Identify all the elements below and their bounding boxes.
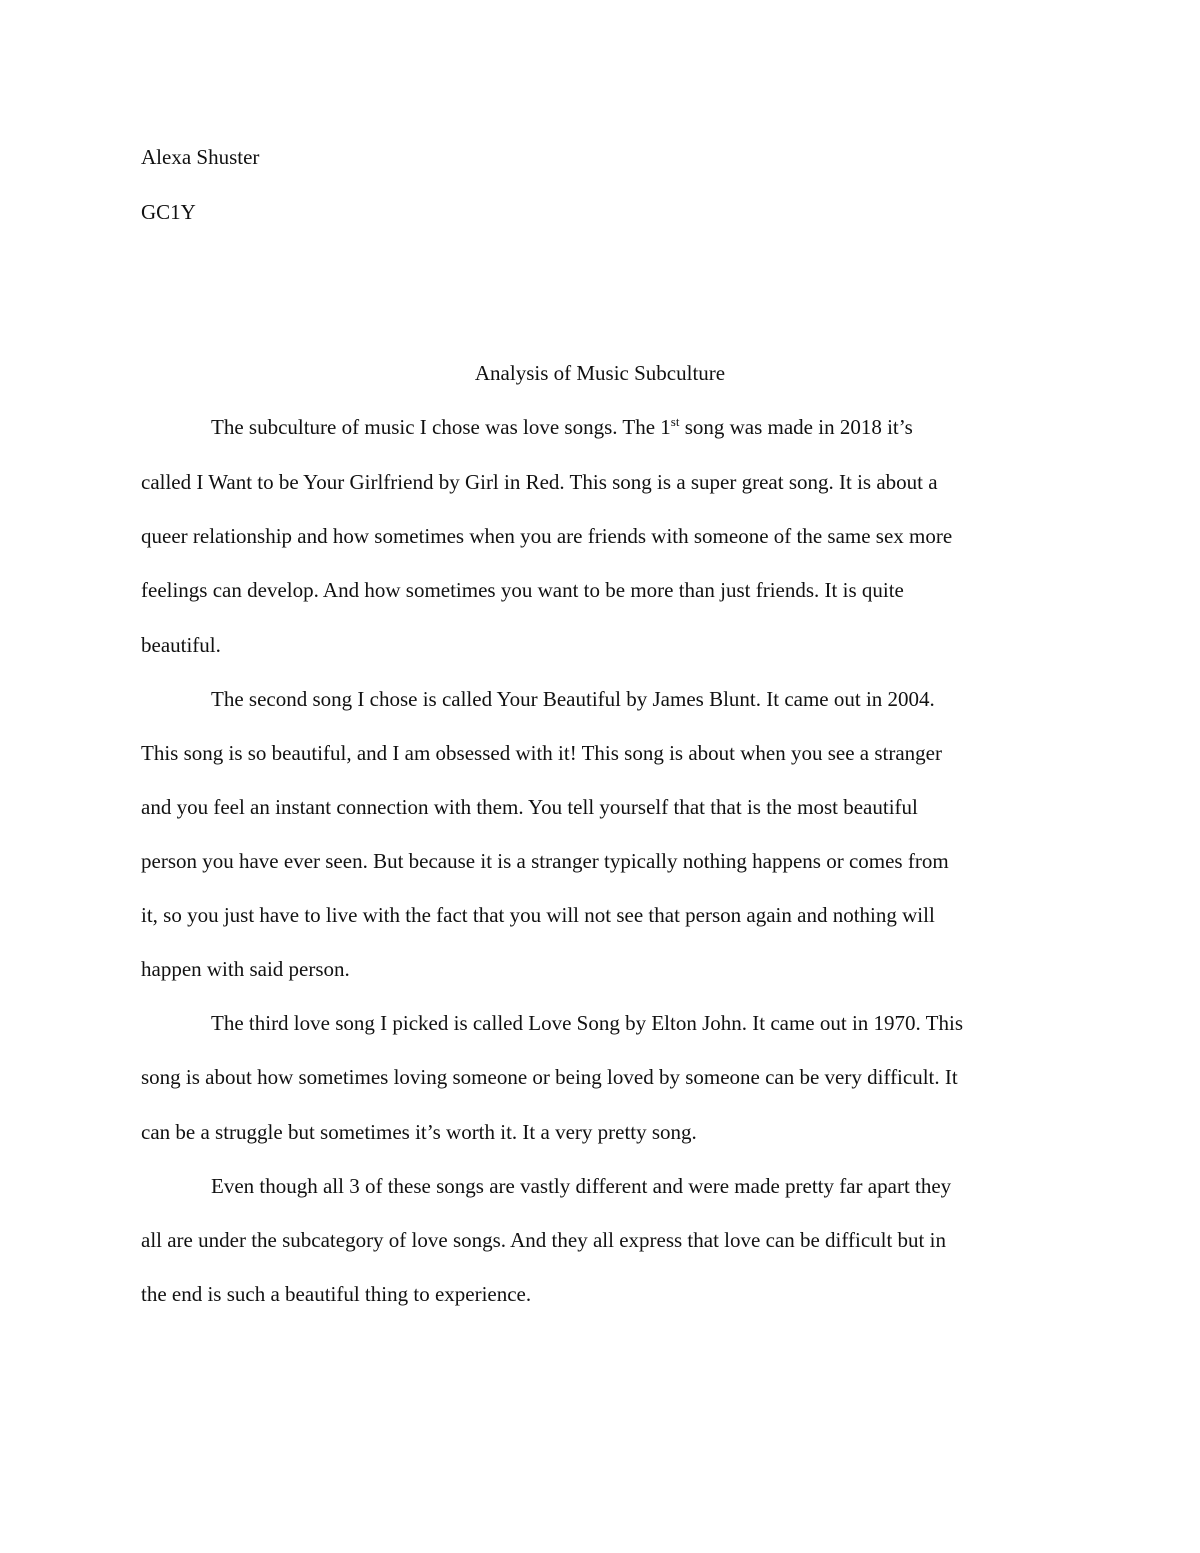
paragraph-line: can be a struggle but sometimes it’s worth it. It a very pretty song. — [141, 1120, 697, 1144]
paragraph-line: happen with said person. — [141, 957, 350, 981]
ordinal-suffix: st — [670, 414, 680, 429]
text-run: The subculture of music I chose was love songs. The 1 — [211, 415, 671, 439]
paragraph-line: queer relationship and how sometimes when you are friends with someone of the same sex more — [141, 524, 953, 548]
paragraph-line: person you have ever seen. But because it is a stranger typically nothing happens or comes from — [141, 849, 949, 873]
paragraph-line: called I Want to be Your Girlfriend by Girl in Red. This song is a super great song. It is about a — [141, 470, 938, 494]
paragraph-line: it, so you just have to live with the fact that you will not see that person again and nothing will — [141, 903, 935, 927]
paragraph-line: The third love song I picked is called Love Song by Elton John. It came out in 1970. This — [211, 1011, 963, 1035]
paragraph-line: Even though all 3 of these songs are vastly different and were made pretty far apart they — [211, 1174, 952, 1198]
author-name: Alexa Shuster — [141, 145, 260, 169]
paragraph-line: and you feel an instant connection with them. You tell yourself that that is the most beautiful — [141, 795, 918, 819]
paragraph-line: The second song I chose is called Your Beautiful by James Blunt. It came out in 2004. — [211, 687, 935, 711]
course-code: GC1Y — [141, 200, 196, 224]
text-run: song was made in 2018 it’s — [679, 415, 913, 439]
paragraph-line: feelings can develop. And how sometimes you want to be more than just friends. It is quite — [141, 578, 904, 602]
paragraph-line: the end is such a beautiful thing to experience. — [141, 1282, 532, 1306]
paragraph-line: song is about how sometimes loving someone or being loved by someone can be very difficult. It — [141, 1065, 958, 1089]
paragraph-line — [211, 412, 913, 442]
document-title: Analysis of Music Subculture — [474, 361, 726, 385]
paragraph-line: all are under the subcategory of love songs. And they all express that love can be difficult but in — [141, 1228, 946, 1252]
paragraph-line: beautiful. — [141, 633, 221, 657]
paragraph-line: This song is so beautiful, and I am obsessed with it! This song is about when you see a stranger — [141, 741, 942, 765]
